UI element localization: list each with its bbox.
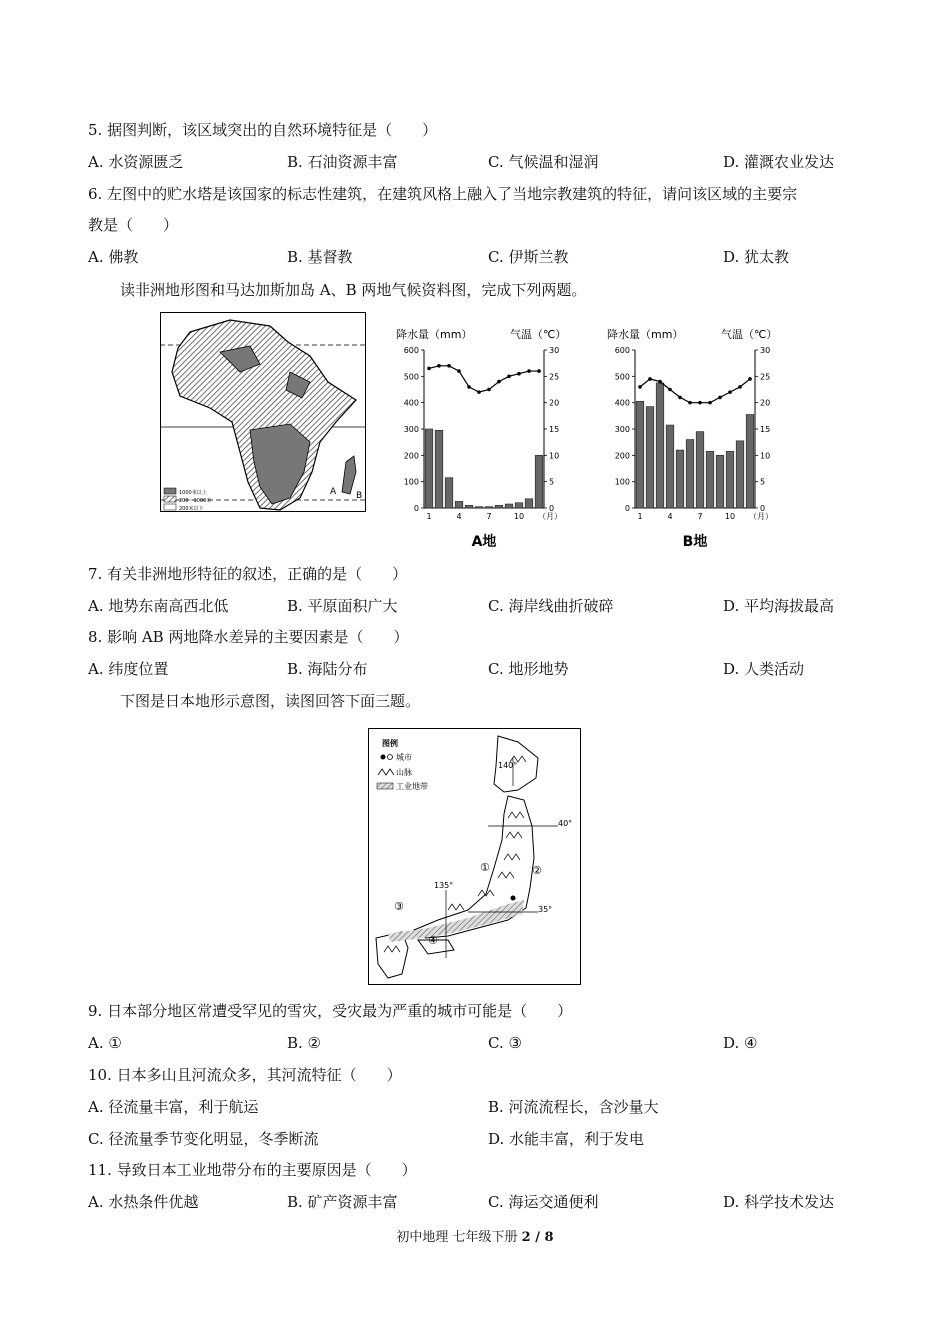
label-b: B (356, 491, 363, 501)
chart-a-ytick-left-label: 0 (413, 504, 419, 513)
chart-b-precip-bar (746, 415, 754, 508)
chart-b-precip-bar (736, 441, 744, 508)
chart-a-precip-bar (495, 505, 503, 508)
chart-b-temp-point (708, 401, 712, 405)
chart-b-temp-point (638, 385, 642, 389)
footer-text: 初中地理 七年级下册 (396, 1230, 522, 1245)
q11-option-b: B. 矿产资源丰富 (287, 1193, 398, 1211)
chart-b-temp-point (728, 390, 732, 394)
chart-b-title: B地 (682, 534, 708, 550)
chart-a-precip-bar (475, 507, 483, 508)
q9-option-d: D. ④ (723, 1034, 758, 1052)
chart-a-xtick-label: 4 (456, 512, 462, 521)
chart-b-precip-bar (676, 450, 684, 508)
chart-a-temp-line (429, 366, 539, 392)
label-a: A (330, 487, 337, 497)
chart-b-temp-point (658, 380, 662, 384)
chart-b-ytick-left-label: 400 (614, 398, 630, 408)
lon-140-label: 140° (498, 761, 518, 770)
chart-a-temp-point (497, 380, 501, 384)
q10-option-c: C. 径流量季节变化明显，冬季断流 (88, 1130, 319, 1148)
q9-option-a: A. ① (88, 1034, 122, 1052)
q8-option-c: C. 地形地势 (488, 660, 569, 678)
question-9-stem: 9. 日本部分地区常遭受罕见的雪灾，受灾最为严重的城市可能是（ ） (88, 1002, 573, 1020)
japan-legend-city: 城市 (396, 753, 412, 762)
chart-b-ytick-right-label: 0 (760, 504, 766, 513)
q8-option-a: A. 纬度位置 (88, 660, 169, 678)
q8-option-b: B. 海陆分布 (287, 660, 368, 678)
chart-a-ytick-right-label: 10 (549, 451, 560, 461)
chart-a-ytick-left-label: 200 (403, 451, 419, 461)
chart-b-temp-point (688, 401, 692, 405)
japan-map (368, 728, 581, 989)
q11-option-c: C. 海运交通便利 (488, 1193, 599, 1211)
q9-option-b: B. ② (287, 1034, 322, 1052)
question-8-stem: 8. 影响 AB 两地降水差异的主要因素是（ ） (88, 628, 409, 646)
chart-b-precip-bar (726, 451, 734, 508)
chart-b-ytick-left-label: 0 (624, 504, 630, 513)
intro-africa: 读非洲地形图和马达加斯加岛 A、B 两地气候资料图，完成下列两题。 (120, 281, 587, 299)
lat-35-label: 35° (538, 905, 553, 914)
chart-a-ytick-right-label: 25 (549, 372, 560, 382)
chart-a-precip-bar (435, 430, 443, 508)
q5-option-a: A. 水资源匮乏 (88, 153, 184, 171)
chart-a-precip-bar (535, 455, 543, 508)
africa-map (160, 312, 366, 516)
chart-a-temp-point (517, 372, 521, 376)
page-footer: 初中地理 七年级下册 2 / 8 (396, 1230, 554, 1245)
city-mark-3: ③ (394, 900, 404, 913)
chart-a-precip-bar (505, 504, 513, 508)
chart-b-x-unit: （月） (749, 512, 773, 521)
chart-a-temp-point (507, 375, 511, 379)
q7-option-c: C. 海岸线曲折破碎 (488, 597, 614, 615)
chart-a-temp-point (457, 369, 461, 373)
q6-option-a: A. 佛教 (88, 248, 139, 266)
city-mark-2: ② (532, 864, 542, 877)
chart-b-ytick-left-label: 100 (614, 477, 630, 487)
japan-legend-mountain: 山脉 (396, 768, 412, 777)
chart-a-ytick-right-label: 15 (549, 425, 560, 434)
chart-a-left-axis-title: 降水量（mm） (396, 328, 473, 341)
q11-option-a: A. 水热条件优越 (88, 1193, 199, 1211)
question-11-stem: 11. 导致日本工业地带分布的主要原因是（ ） (88, 1161, 417, 1179)
chart-b-ytick-right-label: 20 (760, 398, 771, 408)
chart-b-ytick-right-label: 5 (760, 477, 766, 487)
chart-a-precip-bar (425, 429, 433, 508)
chart-a-ytick-left-label: 500 (403, 372, 419, 382)
chart-a-precip-bar (515, 503, 523, 508)
chart-b-ytick-right-label: 15 (760, 425, 771, 434)
chart-a-temp-point (427, 367, 431, 371)
legend-low: 200米以下 (179, 506, 204, 512)
footer-total: 8 (544, 1230, 554, 1245)
chart-b-temp-point (668, 388, 672, 392)
q7-option-d: D. 平均海拔最高 (723, 597, 835, 615)
chart-b-temp-point (648, 377, 652, 381)
chart-b-precip-bar (706, 451, 714, 508)
chart-a-ytick-right-label: 20 (549, 398, 560, 408)
chart-b-temp-point (698, 401, 702, 405)
chart-a-temp-point (437, 364, 441, 368)
chart-b-temp-point (748, 377, 752, 381)
chart-b-xtick-label: 7 (697, 512, 703, 521)
q7-option-a: A. 地势东南高西北低 (88, 597, 229, 615)
q10-option-a: A. 径流量丰富，利于航运 (88, 1098, 259, 1116)
chart-a-precip-bar (465, 505, 473, 508)
climate-chart-b (603, 322, 803, 556)
chart-b-ytick-right-label: 30 (760, 346, 771, 355)
q10-option-d: D. 水能丰富，利于发电 (488, 1130, 645, 1148)
q6-option-d: D. 犹太教 (723, 248, 790, 266)
question-6-stem-line1: 6. 左图中的贮水塔是该国家的标志性建筑，在建筑风格上融入了当地宗教建筑的特征，请问该区域的主要宗 (88, 185, 798, 203)
q9-option-c: C. ③ (488, 1034, 522, 1052)
chart-a-temp-point (527, 369, 531, 373)
chart-a-xtick-label: 1 (426, 512, 432, 521)
legend-high: 1000米以上 (179, 490, 207, 496)
chart-b-left-axis-title: 降水量（mm） (607, 328, 684, 341)
chart-b-temp-point (738, 385, 742, 389)
chart-a-x-unit: （月） (538, 512, 562, 521)
chart-b-precip-bar (666, 425, 674, 508)
chart-a-temp-point (467, 385, 471, 389)
chart-a-temp-point (477, 390, 481, 394)
q10-option-b: B. 河流流程长，含沙量大 (488, 1098, 659, 1116)
chart-a-precip-bar (445, 478, 453, 508)
q5-option-c: C. 气候温和湿润 (488, 153, 599, 171)
chart-b-precip-bar (686, 440, 694, 508)
chart-a-precip-bar (455, 501, 463, 508)
chart-a-ytick-right-label: 30 (549, 346, 560, 355)
chart-b-ytick-right-label: 10 (760, 451, 771, 461)
city-mark-4: ④ (428, 934, 438, 947)
q5-option-d: D. 灌溉农业发达 (723, 153, 835, 171)
question-5-stem: 5. 据图判断，该区域突出的自然环境特征是（ ） (88, 121, 438, 139)
q6-option-b: B. 基督教 (287, 248, 353, 266)
chart-a-temp-point (537, 369, 541, 373)
chart-b-precip-bar (696, 432, 704, 508)
chart-b-ytick-left-label: 600 (614, 346, 630, 355)
chart-a-xtick-label: 7 (486, 512, 492, 521)
chart-a-temp-point (487, 388, 491, 392)
chart-b-temp-point (718, 396, 722, 400)
chart-a-ytick-left-label: 400 (403, 398, 419, 408)
chart-b-precip-bar (636, 401, 644, 508)
chart-b-ytick-left-label: 500 (614, 372, 630, 382)
footer-page: 2 (521, 1230, 531, 1245)
chart-a-title: A地 (471, 534, 497, 550)
chart-b-xtick-label: 4 (667, 512, 673, 521)
q8-option-d: D. 人类活动 (723, 660, 805, 678)
chart-b-xtick-label: 10 (724, 512, 736, 521)
chart-a-temp-point (447, 364, 451, 368)
chart-a-ytick-right-label: 5 (549, 477, 555, 487)
chart-b-right-axis-title: 气温（℃） (721, 328, 778, 341)
intro-japan: 下图是日本地形示意图，读图回答下面三题。 (120, 692, 421, 710)
chart-b-ytick-left-label: 300 (614, 425, 630, 434)
chart-a-ytick-right-label: 0 (549, 504, 555, 513)
japan-legend-title: 图例 (382, 739, 398, 748)
chart-b-xtick-label: 1 (637, 512, 643, 521)
city-mark-1: ① (480, 861, 490, 874)
q6-option-c: C. 伊斯兰教 (488, 248, 569, 266)
lon-135-label: 135° (434, 881, 454, 890)
japan-legend-industry: 工业地带 (396, 782, 428, 791)
chart-a-precip-bar (525, 499, 533, 508)
chart-b-precip-bar (656, 383, 664, 508)
chart-b-ytick-right-label: 25 (760, 372, 771, 382)
chart-a-ytick-left-label: 600 (403, 346, 419, 355)
q11-option-d: D. 科学技术发达 (723, 1193, 835, 1211)
chart-b-precip-bar (646, 407, 654, 508)
chart-b-precip-bar (716, 455, 724, 508)
question-10-stem: 10. 日本多山且河流众多，其河流特征（ ） (88, 1066, 402, 1084)
lat-40-label: 40° (558, 819, 573, 828)
climate-chart-a (392, 322, 592, 556)
chart-a-precip-bar (485, 507, 493, 508)
chart-a-ytick-left-label: 300 (403, 425, 419, 434)
legend-mid: 200～1000米 (179, 498, 212, 504)
q5-option-b: B. 石油资源丰富 (287, 153, 398, 171)
chart-b-temp-point (678, 396, 682, 400)
chart-a-right-axis-title: 气温（℃） (510, 328, 567, 341)
question-6-stem-line2: 教是（ ） (88, 216, 179, 234)
chart-b-ytick-left-label: 200 (614, 451, 630, 461)
chart-a-ytick-left-label: 100 (403, 477, 419, 487)
question-7-stem: 7. 有关非洲地形特征的叙述，正确的是（ ） (88, 565, 408, 583)
chart-a-xtick-label: 10 (513, 512, 525, 521)
q7-option-b: B. 平原面积广大 (287, 597, 398, 615)
